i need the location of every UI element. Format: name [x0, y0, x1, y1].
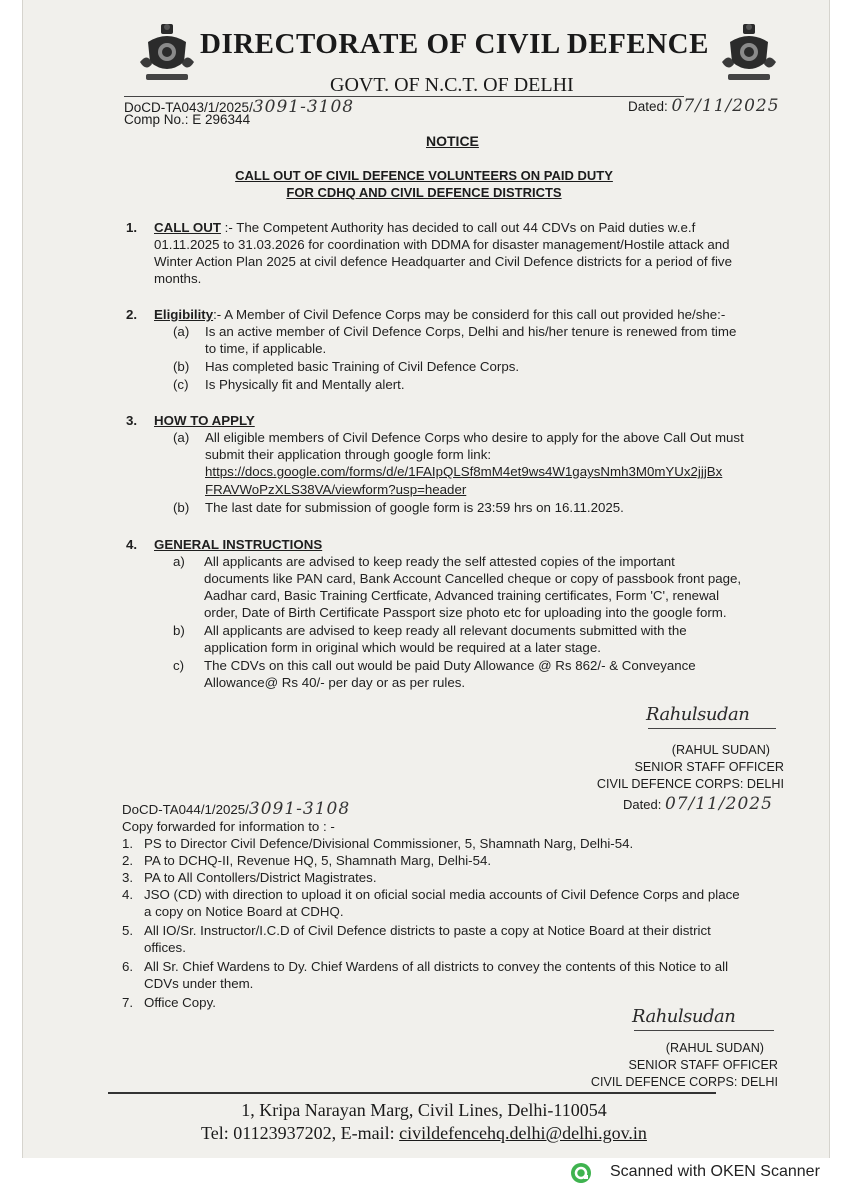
letterhead-title: DIRECTORATE OF CIVIL DEFENCE — [200, 28, 709, 60]
reference-prefix: DoCD-TA043/1/2025/ — [124, 100, 253, 115]
signatory-1-name: (RAHUL SUDAN) — [671, 743, 770, 757]
copy-item-text: PA to DCHQ-II, Revenue HQ, 5, Shamnath Marg, Delhi-54. — [144, 853, 492, 868]
signature-1-date — [623, 794, 773, 814]
signatory-1-designation: SENIOR STAFF OFFICER — [634, 760, 784, 774]
instruction-b-line-1: All applicants are advised to keep ready all relevant documents submitted with the — [204, 623, 687, 638]
copy-reference-prefix: DoCD-TA044/1/2025/ — [122, 802, 249, 817]
header-date-label: Dated: — [628, 99, 668, 114]
instruction-a-line-2: documents like PAN card, Bank Account Cancelled cheque or copy of passbook front page, — [204, 571, 742, 586]
eligibility-item-b — [173, 358, 520, 376]
copy-item-text: All IO/Sr. Instructor/I.C.D of Civil Defence districts to paste a copy at Notice Board at their district — [144, 923, 711, 938]
scanner-watermark-text: Scanned with OKEN Scanner — [610, 1163, 820, 1180]
subject-line-1: CALL OUT OF CIVIL DEFENCE VOLUNTEERS ON PAID DUTY — [235, 168, 613, 183]
letterhead-subtitle: GOVT. OF N.C.T. OF DELHI — [330, 74, 574, 96]
section-2-number: 2. — [126, 307, 138, 322]
instruction-a-line-3: Aadhar card, Basic Training Certficate, Advanced training certificates, Form 'C', renewal — [204, 588, 720, 603]
reference-handwritten: 3091-3108 — [252, 97, 355, 117]
instruction-c-label: c) — [173, 658, 185, 673]
header-date-handwritten: 07/11/2025 — [671, 96, 780, 116]
copy-item-text: JSO (CD) with direction to upload it on oficial social media accounts of Civil Defence Corps and place — [144, 887, 740, 902]
copy-item-number: 5. — [122, 923, 134, 938]
eligibility-item-c — [173, 376, 405, 394]
section-2-eligibility — [154, 306, 725, 324]
subject-line-2: FOR CDHQ AND CIVIL DEFENCE DISTRICTS — [286, 185, 562, 200]
signatory-1-org: CIVIL DEFENCE CORPS: DELHI — [596, 777, 784, 791]
signature-1-date-handwritten: 07/11/2025 — [664, 794, 773, 814]
civil-defence-emblem-left — [136, 22, 198, 84]
section-2-intro: :- A Member of Civil Defence Corps may be considerd for this call out provided he/she:- — [213, 307, 726, 322]
instruction-c-line-2: Allowance@ Rs 40/- per day or as per rules. — [204, 675, 466, 690]
copy-item-number: 7. — [122, 995, 134, 1010]
apply-item-b — [173, 499, 624, 517]
section-1-heading: CALL OUT — [154, 220, 221, 235]
section-4-number: 4. — [126, 537, 138, 552]
eligibility-item-a — [173, 323, 737, 341]
civil-defence-emblem-right — [718, 22, 780, 84]
footer-rule — [108, 1092, 716, 1094]
section-1-call-out — [154, 219, 794, 237]
oken-scanner-icon — [570, 1162, 592, 1184]
copy-item-text: Office Copy. — [144, 995, 216, 1010]
item-label: (b) — [173, 359, 190, 374]
section-1-number: 1. — [126, 220, 138, 235]
signatory-2-org: CIVIL DEFENCE CORPS: DELHI — [590, 1075, 778, 1089]
signatory-2-designation: SENIOR STAFF OFFICER — [628, 1058, 778, 1072]
signatory-2-name: (RAHUL SUDAN) — [665, 1041, 764, 1055]
item-label: (c) — [173, 377, 189, 392]
eligibility-b-line-1: Has completed basic Training of Civil Defence Corps. — [205, 359, 520, 374]
copy-item-number: 2. — [122, 853, 134, 868]
copy-item-text: All Sr. Chief Wardens to Dy. Chief Wardens of all districts to convey the contents of this Notice to all — [144, 959, 729, 974]
copy-item-number: 3. — [122, 870, 134, 885]
instruction-a-line-4: order, Date of Birth Certificate Passport size photo etc for uploading into the google form. — [204, 605, 727, 620]
item-label: (b) — [173, 500, 190, 515]
copy-item-6-line-2: CDVs under them. — [144, 976, 254, 991]
eligibility-c-line-1: Is Physically fit and Mentally alert. — [205, 377, 405, 392]
section-2-heading: Eligibility — [154, 307, 214, 322]
section-1-separator: :- — [220, 220, 237, 235]
section-4-heading: GENERAL INSTRUCTIONS — [154, 537, 323, 552]
apply-item-a — [173, 429, 744, 447]
instruction-a-line-1: All applicants are advised to keep ready the self attested copies of the important — [204, 554, 675, 569]
section-1-line-4: months. — [154, 271, 202, 286]
instruction-b-label: b) — [173, 623, 185, 638]
apply-a-line-2: submit their application through google form link: — [205, 447, 492, 462]
copy-item-4-line-2: a copy on Notice Board at CDHQ. — [144, 904, 344, 919]
copy-item-number: 4. — [122, 887, 134, 902]
instruction-c-line-1: The CDVs on this call out would be paid Duty Allowance @ Rs 862/- & Conveyance — [204, 658, 696, 673]
signatory-1-block — [584, 742, 784, 793]
footer-email-link[interactable]: civildefencehq.delhi@delhi.gov.in — [399, 1123, 647, 1143]
copy-forwarded-intro: Copy forwarded for information to : - — [122, 819, 335, 834]
section-1-line-3: Winter Action Plan 2025 at civil defence Headquarter and Civil Defence districts for a period of five — [154, 254, 732, 269]
item-label: (a) — [173, 430, 190, 445]
section-1-line-2: 01.11.2025 to 31.03.2026 for coordination with DDMA for disaster management/Hostile attack and — [154, 237, 730, 252]
header-date — [628, 96, 780, 116]
signature-1: Rahulsudan — [646, 704, 750, 725]
eligibility-a-line-1: Is an active member of Civil Defence Corps, Delhi and his/her tenure is renewed from time — [205, 324, 737, 339]
apply-a-line-1: All eligible members of Civil Defence Corps who desire to apply for the above Call Out must — [205, 430, 744, 445]
copy-reference-handwritten: 3091-3108 — [248, 799, 351, 819]
signature-2-underline — [634, 1030, 774, 1031]
google-form-link-line-2[interactable]: FRAVWoPzXLS38VA/viewform?usp=header — [205, 482, 467, 497]
copy-item-5-line-2: offices. — [144, 940, 186, 955]
item-label: (a) — [173, 324, 190, 339]
footer-address: 1, Kripa Narayan Marg, Civil Lines, Delhi-110054 — [241, 1100, 607, 1120]
section-3-number: 3. — [126, 413, 138, 428]
copy-item-text: PS to Director Civil Defence/Divisional Commissioner, 5, Shamnath Narg, Delhi-54. — [144, 836, 634, 851]
section-3-heading: HOW TO APPLY — [154, 413, 255, 428]
apply-b-text: The last date for submission of google form is 23:59 hrs on 16.11.2025. — [205, 500, 624, 515]
copy-reference-number — [122, 801, 350, 819]
copy-item-number: 1. — [122, 836, 134, 851]
instruction-a-label: a) — [173, 554, 185, 569]
comp-number: Comp No.: E 296344 — [124, 112, 251, 127]
eligibility-a-line-2: to time, if applicable. — [205, 341, 327, 356]
signature-1-date-label: Dated: — [623, 797, 662, 812]
signatory-2-block — [578, 1040, 778, 1091]
copy-item-text: PA to All Contollers/District Magistrates. — [144, 870, 377, 885]
google-form-link-line-1[interactable]: https://docs.google.com/forms/d/e/1FAIpQLSf8mM4et9ws4W1gaysNmh3M0mYUx2jjjBx — [205, 464, 723, 479]
notice-title: NOTICE — [426, 133, 479, 149]
section-1-line-1: The Competent Authority has decided to call out 44 CDVs on Paid duties w.e.f — [236, 220, 696, 235]
signature-2: Rahulsudan — [632, 1006, 736, 1027]
signature-1-underline — [648, 728, 776, 729]
footer-contact — [0, 1123, 848, 1144]
copy-item-number: 6. — [122, 959, 134, 974]
instruction-b-line-2: application form in original which would be required at a later stage. — [204, 640, 601, 655]
footer-contact-prefix: Tel: 01123937202, E-mail: — [201, 1123, 400, 1143]
